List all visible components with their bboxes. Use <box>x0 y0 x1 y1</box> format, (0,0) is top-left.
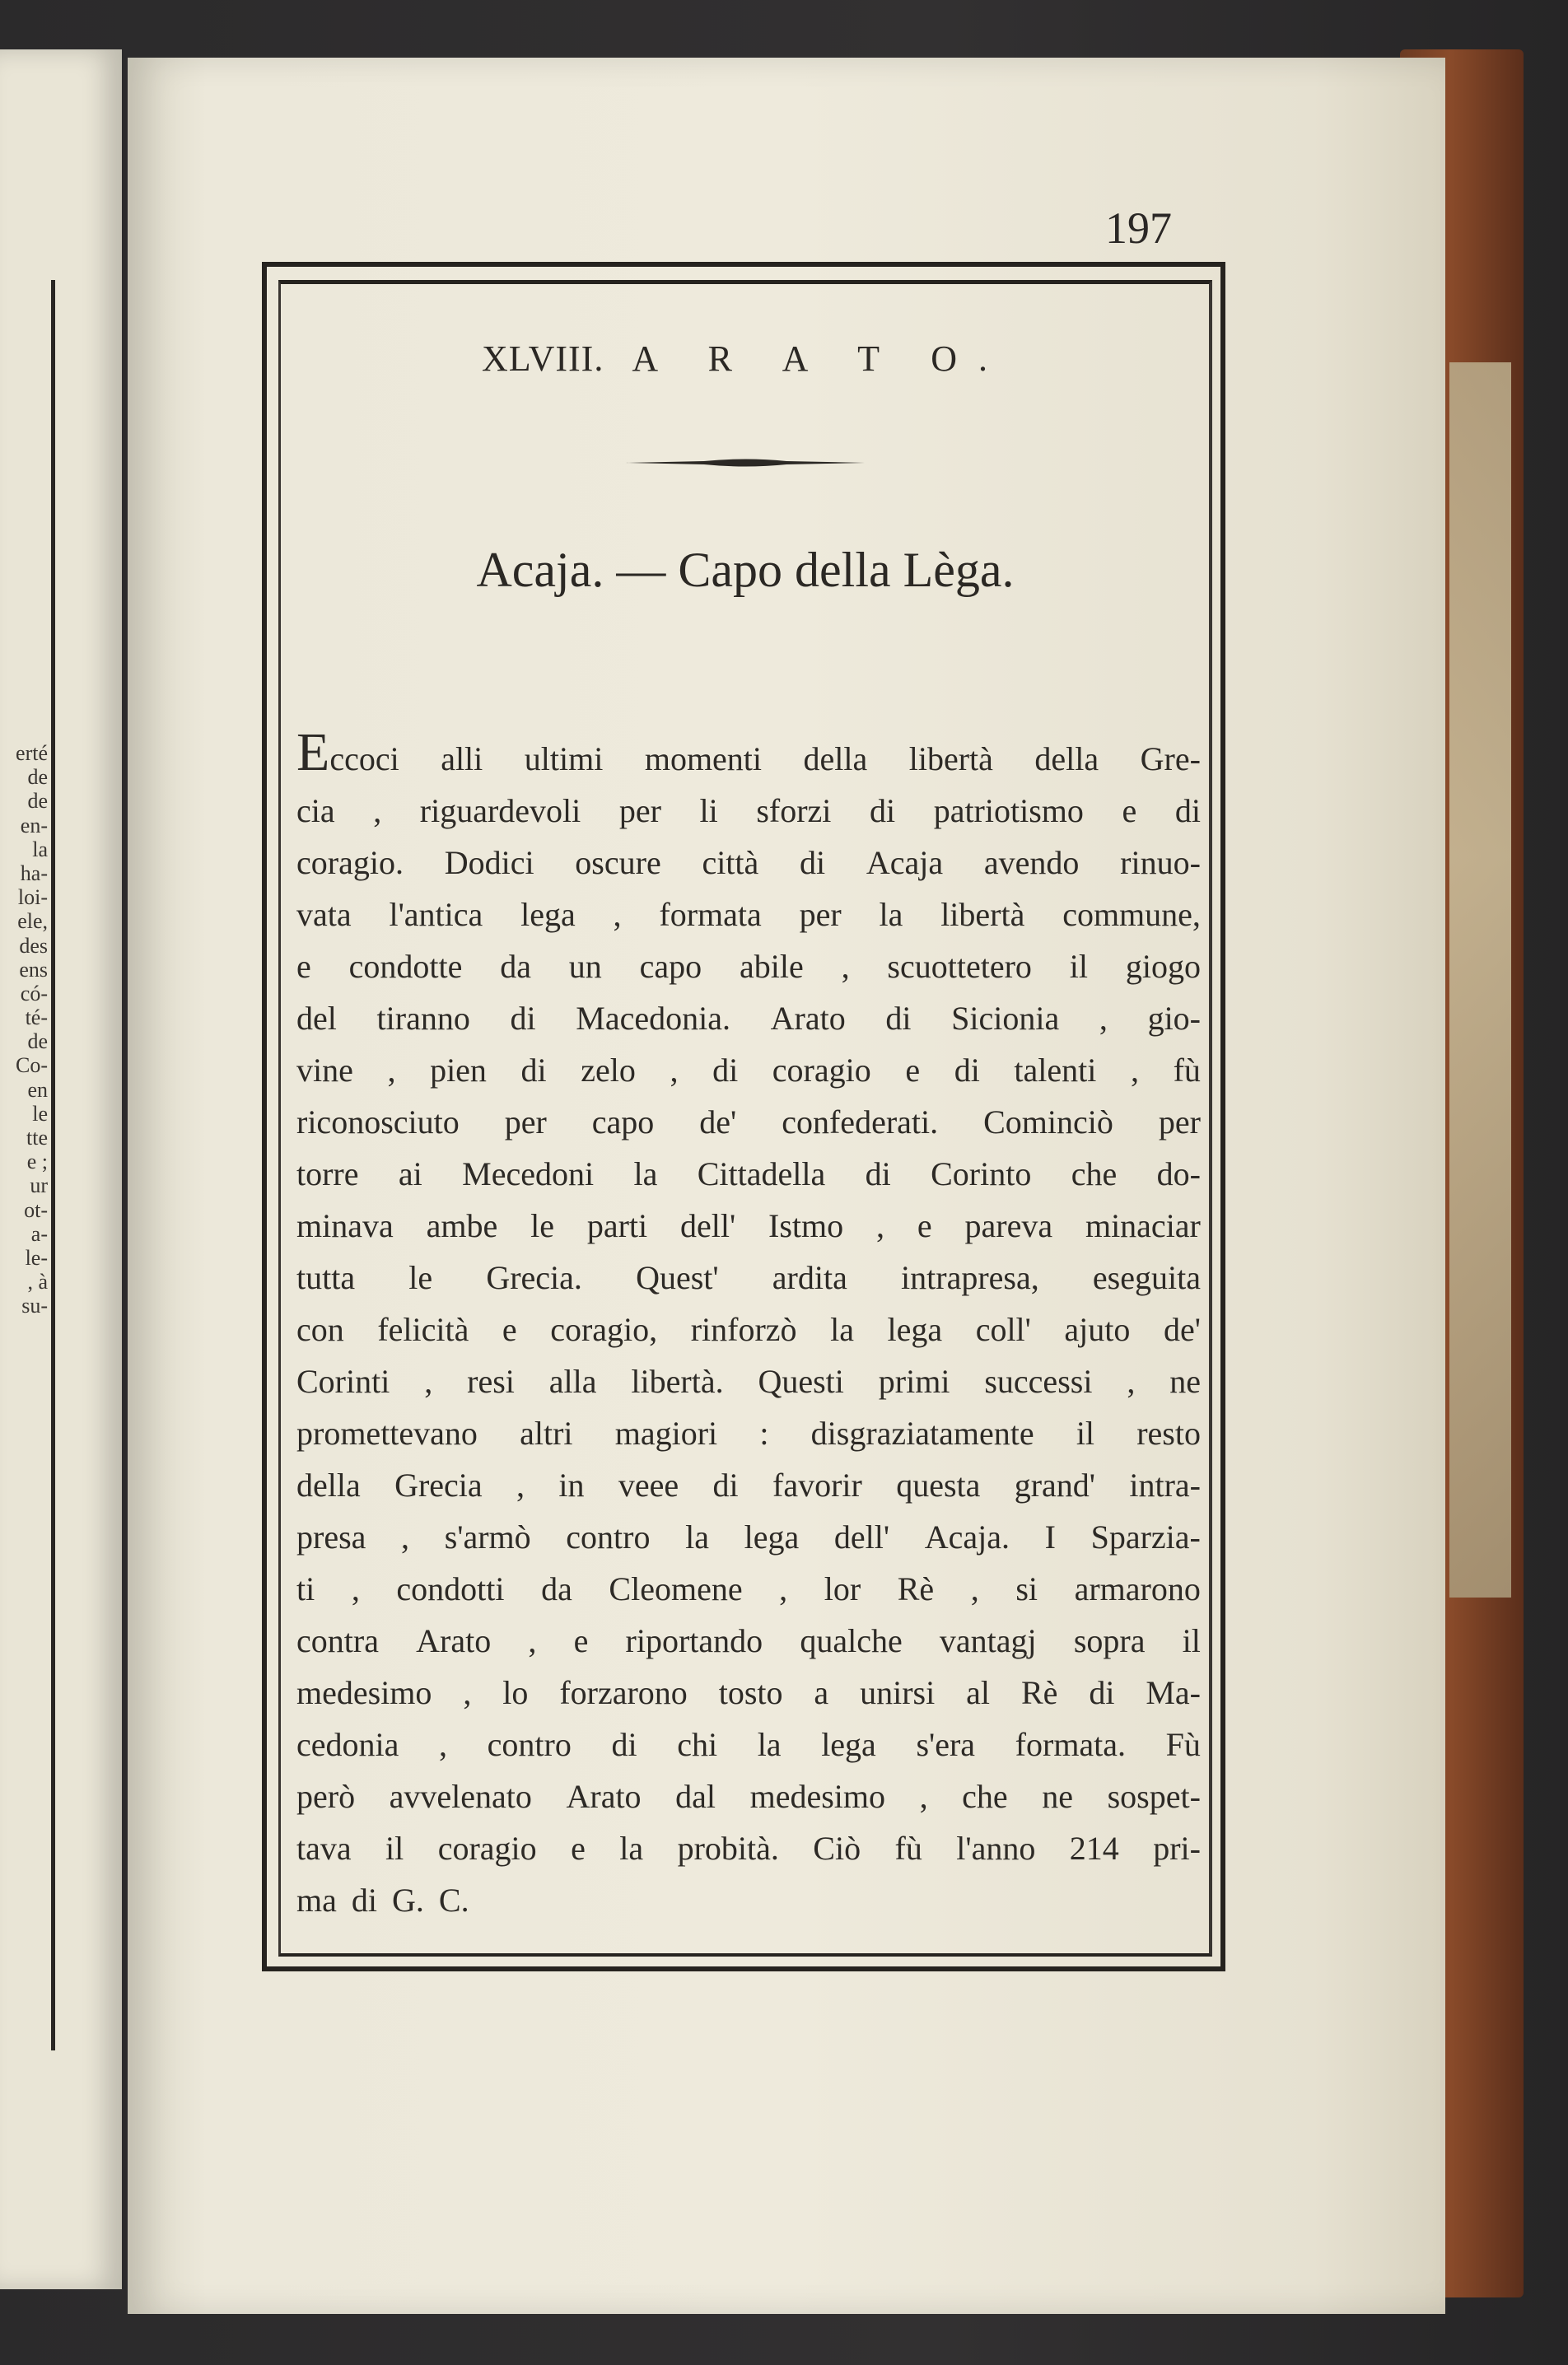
text-line: promettevano altri magiori : disgraziatamente il resto <box>296 1415 1201 1452</box>
left-page-fragment: a- <box>30 1221 48 1246</box>
left-page-fragment: té- <box>25 1005 48 1030</box>
left-page-text-fragments <box>3 741 48 1318</box>
left-page-fragment: ele, <box>17 909 48 934</box>
text-line: presa , s'armò contro la lega dell' Acaja. I Sparzia- <box>296 1518 1201 1556</box>
left-page-fragment: en <box>27 1077 48 1102</box>
left-page-fragment: e ; <box>26 1150 48 1174</box>
text-line: minava ambe le parti dell' Istmo , e pareva minaciar <box>296 1207 1201 1244</box>
text-line: medesimo , lo forzarono tosto a unirsi al Rè di Ma- <box>296 1674 1201 1711</box>
left-page-fragment: ha- <box>20 861 48 885</box>
decorative-rule <box>626 457 865 469</box>
left-page-fragment: có- <box>20 981 48 1005</box>
text-line: Eccoci alli ultimi momenti della libertà della Gre- <box>296 722 1201 782</box>
text-line: della Grecia , in veee di favorir questa grand' intra- <box>296 1467 1201 1504</box>
text-line: vine , pien di zelo , di coragio e di talenti , fù <box>296 1052 1201 1089</box>
left-page-fragment: le <box>32 1101 48 1126</box>
left-page-fragment: ens <box>19 957 48 982</box>
text-line: cia , riguardevoli per li sforzi di patriotismo e di <box>296 792 1201 829</box>
left-page-fragment: ur <box>30 1173 48 1198</box>
text-line: ti , condotti da Cleomene , lor Rè , si armarono <box>296 1570 1201 1607</box>
text-line: torre ai Mecedoni la Cittadella di Corinto che do- <box>296 1155 1201 1192</box>
body-text <box>296 722 1201 1926</box>
left-page-fragment: Co- <box>16 1053 48 1078</box>
page-number: 197 <box>1105 203 1172 253</box>
left-page-fragment: erté <box>16 741 48 765</box>
text-line: Corinti , resi alla libertà. Questi primi successi , ne <box>296 1363 1201 1400</box>
text-line: contra Arato , e riportando qualche vantagj sopra il <box>296 1622 1201 1659</box>
text-line: tutta le Grecia. Quest' ardita intrapresa, eseguita <box>296 1259 1201 1296</box>
left-facing-page <box>0 49 122 2289</box>
section-subtitle: Acaja. — Capo della Lèga. <box>476 543 1015 597</box>
text-line: vata l'antica lega , formata per la libertà commune, <box>296 896 1201 933</box>
chapter-name: A R A T O. <box>632 338 1010 379</box>
chapter-title <box>278 338 1212 380</box>
text-line: tava il coragio e la probità. Ciò fù l'anno 214 pri- <box>296 1830 1201 1867</box>
left-page-fragment: en- <box>20 813 48 837</box>
left-page-fragment: le- <box>25 1245 48 1270</box>
text-line: cedonia , contro di chi la lega s'era formata. Fù <box>296 1726 1201 1763</box>
left-page-fragment: la <box>32 837 48 861</box>
text-line: del tiranno di Macedonia. Arato di Sicionia , gio- <box>296 1000 1201 1037</box>
text-line: coragio. Dodici oscure città di Acaja avendo rinuo- <box>296 844 1201 881</box>
margin-mark <box>262 1161 265 1202</box>
text-line: con felicità e coragio, rinforzò la lega coll' ajuto de' <box>296 1311 1201 1348</box>
left-page-fragment: tte <box>26 1126 48 1150</box>
cover-label-strip <box>1449 362 1511 1598</box>
left-page-fragment: loi- <box>17 885 48 910</box>
text-line: però avvelenato Arato dal medesimo , che ne sospet- <box>296 1778 1201 1815</box>
text-line: ma di G. C. <box>296 1882 469 1919</box>
left-page-fragment: de <box>27 765 48 790</box>
text-line: e condotte da un capo abile , scuottetero il giogo <box>296 948 1201 985</box>
chapter-numeral: XLVIII. <box>481 338 604 379</box>
left-page-fragment: des <box>19 933 48 958</box>
left-page-fragment: de <box>27 1029 48 1054</box>
left-page-fragment: , à <box>27 1270 48 1294</box>
left-page-fragment: su- <box>21 1294 48 1318</box>
left-page-fragment: ot- <box>24 1197 48 1222</box>
text-line: riconosciuto per capo de' confederati. Cominciò per <box>296 1103 1201 1141</box>
left-page-fragment: de <box>27 789 48 814</box>
